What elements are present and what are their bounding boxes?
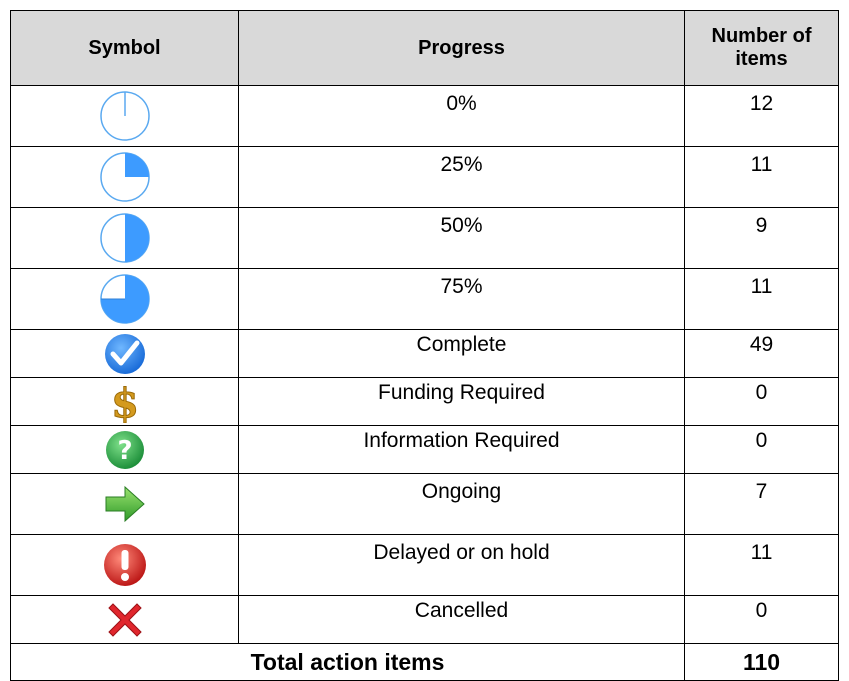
progress-label: Information Required bbox=[239, 426, 685, 474]
table-row bbox=[11, 330, 839, 378]
table-row bbox=[11, 474, 839, 535]
item-count: 11 bbox=[685, 147, 839, 208]
checkmark-circle-icon bbox=[102, 333, 148, 375]
exclamation-circle-icon bbox=[102, 542, 148, 588]
svg-text:$: $ bbox=[110, 380, 139, 423]
item-count: 0 bbox=[685, 596, 839, 644]
pie-50-percent-icon bbox=[98, 212, 152, 264]
table-row bbox=[11, 426, 839, 474]
symbol-cell bbox=[11, 596, 239, 644]
pie-0-percent-icon bbox=[98, 90, 152, 142]
header-progress: Progress bbox=[239, 11, 685, 86]
question-mark-circle-icon bbox=[104, 429, 146, 471]
symbol-cell bbox=[11, 269, 239, 330]
progress-label: 0% bbox=[239, 86, 685, 147]
item-count: 12 bbox=[685, 86, 839, 147]
table-row bbox=[11, 596, 839, 644]
header-symbol: Symbol bbox=[11, 11, 239, 86]
progress-label: Funding Required bbox=[239, 378, 685, 426]
svg-text:?: ? bbox=[116, 435, 133, 466]
symbol-cell bbox=[11, 208, 239, 269]
header-count: Number of items bbox=[685, 11, 839, 86]
table-row bbox=[11, 378, 839, 426]
total-row bbox=[11, 644, 839, 681]
symbol-cell bbox=[11, 535, 239, 596]
progress-label: 25% bbox=[239, 147, 685, 208]
progress-label: 50% bbox=[239, 208, 685, 269]
progress-table bbox=[10, 10, 839, 681]
table-row bbox=[11, 208, 839, 269]
total-label: Total action items bbox=[11, 644, 685, 681]
progress-label: Delayed or on hold bbox=[239, 535, 685, 596]
table-row bbox=[11, 269, 839, 330]
item-count: 49 bbox=[685, 330, 839, 378]
symbol-cell bbox=[11, 86, 239, 147]
item-count: 11 bbox=[685, 535, 839, 596]
header-row bbox=[11, 11, 839, 86]
item-count: 0 bbox=[685, 426, 839, 474]
symbol-cell bbox=[11, 330, 239, 378]
total-count: 110 bbox=[685, 644, 839, 681]
progress-label: Cancelled bbox=[239, 596, 685, 644]
pie-25-percent-icon bbox=[98, 151, 152, 203]
item-count: 9 bbox=[685, 208, 839, 269]
right-arrow-icon bbox=[103, 484, 147, 524]
symbol-cell bbox=[11, 426, 239, 474]
pie-75-percent-icon bbox=[98, 273, 152, 325]
item-count: 0 bbox=[685, 378, 839, 426]
item-count: 11 bbox=[685, 269, 839, 330]
progress-label: Ongoing bbox=[239, 474, 685, 535]
table-row bbox=[11, 535, 839, 596]
dollar-sign-icon bbox=[110, 381, 140, 423]
symbol-cell bbox=[11, 474, 239, 535]
progress-label: 75% bbox=[239, 269, 685, 330]
progress-label: Complete bbox=[239, 330, 685, 378]
item-count: 7 bbox=[685, 474, 839, 535]
red-x-icon bbox=[105, 600, 145, 640]
symbol-cell bbox=[11, 378, 239, 426]
symbol-cell bbox=[11, 147, 239, 208]
table-row bbox=[11, 147, 839, 208]
table-row bbox=[11, 86, 839, 147]
